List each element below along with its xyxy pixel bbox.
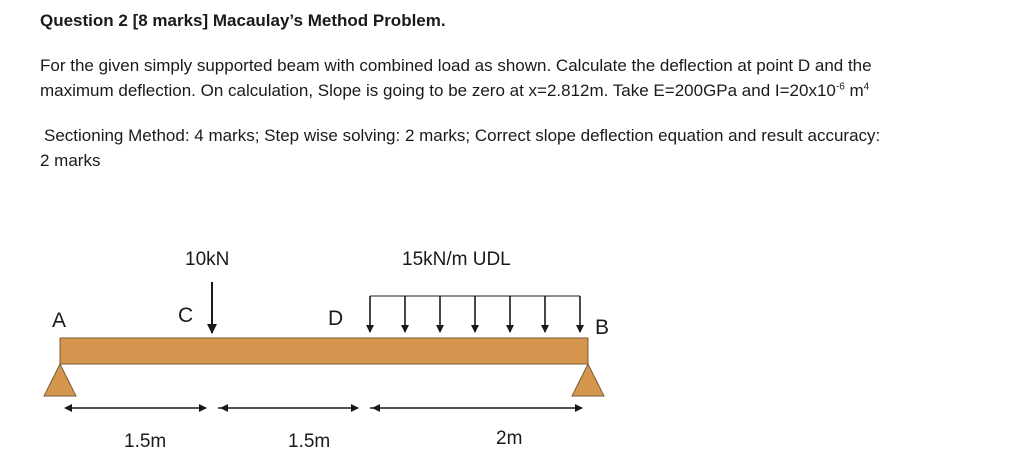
exponent: -6 (835, 81, 845, 93)
question-title: Question 2 [8 marks] Macaulay’s Method Problem. (40, 11, 446, 30)
support-b-label: B (595, 316, 610, 339)
point-c-label: C (178, 304, 194, 327)
support-a (44, 364, 76, 396)
unit: m (844, 81, 864, 100)
span-db-label: 2m (496, 428, 523, 449)
unit-exponent: 4 (863, 81, 870, 93)
point-load-label: 10kN (185, 249, 230, 270)
support-b (572, 364, 604, 396)
marking-line-1: Sectioning Method: 4 marks; Step wise solving: 2 marks; Correct slope deflection equation and result accuracy: (44, 126, 881, 145)
span-cd-label: 1.5m (288, 431, 331, 452)
problem-line-2: maximum deflection. On calculation, Slope is going to be zero at x=2.812m. Take E=200GPa and I=20x10 (40, 81, 836, 100)
span-ac-label: 1.5m (124, 431, 167, 452)
udl-label: 15kN/m UDL (402, 249, 511, 270)
support-a-label: A (52, 309, 67, 332)
point-d-label: D (328, 307, 344, 330)
marking-line-2: 2 marks (40, 151, 101, 170)
problem-line-1: For the given simply supported beam with combined load as shown. Calculate the deflection at point D and the (40, 56, 872, 75)
udl-arrows (370, 296, 580, 332)
beam (60, 338, 588, 364)
